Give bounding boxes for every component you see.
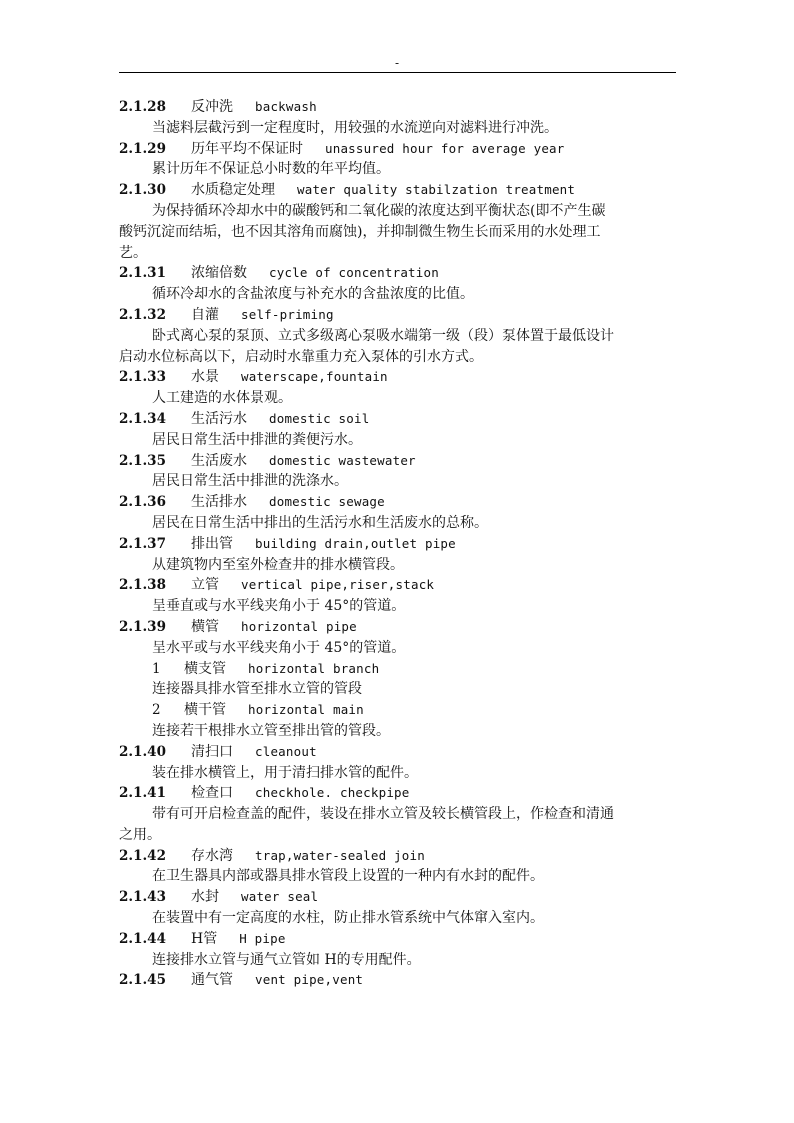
term-chinese: 生活排水 (191, 494, 247, 511)
term-number: 2.1.30 (119, 182, 166, 199)
document-body (119, 97, 679, 991)
term-chinese: 清扫口 (191, 743, 233, 760)
subterm-chinese: 横支管 (184, 660, 226, 677)
term-english: water seal (241, 889, 319, 905)
term-number: 2.1.45 (119, 972, 166, 989)
term-chinese: 排出管 (191, 535, 233, 552)
term-number: 2.1.29 (119, 140, 166, 157)
subterm-english: horizontal main (248, 702, 364, 718)
term-heading (119, 305, 679, 326)
subterm-number: 2 (152, 702, 161, 719)
term-english: domestic wastewater (269, 452, 416, 468)
term-english: domestic sewage (269, 494, 385, 510)
term-chinese: 通气管 (191, 972, 233, 989)
term-number: 2.1.35 (119, 452, 166, 469)
term-number: 2.1.28 (119, 99, 166, 115)
term-chinese: 水质稳定处理 (191, 182, 275, 199)
term-heading (119, 783, 679, 804)
term-number: 2.1.41 (119, 785, 166, 802)
subterm-definition: 连接器具排水管至排水立管的管段 (152, 681, 362, 698)
term-chinese: 横管 (191, 618, 219, 635)
term-english: cycle of concentration (269, 265, 439, 281)
term-heading (119, 929, 679, 950)
term-english: H pipe (239, 930, 286, 946)
term-definition: 在装置中有一定高度的水柱，防止排水管系统中气体窜入室内。 (152, 910, 544, 927)
term-number: 2.1.37 (119, 535, 166, 552)
term-number: 2.1.33 (119, 369, 166, 386)
term-definition: 居民日常生活中排泄的粪便污水。 (152, 431, 362, 448)
term-chinese: 立管 (191, 577, 219, 594)
term-definition: 累计历年不保证总小时数的年平均值。 (152, 161, 390, 178)
term-definition: 装在排水横管上，用于清扫排水管的配件。 (152, 764, 418, 781)
term-definition: 居民日常生活中排泄的洗涤水。 (152, 473, 348, 490)
term-definition: 居民在日常生活中排出的生活污水和生活废水的总称。 (152, 514, 488, 531)
term-definition: 之用。 (119, 826, 161, 843)
term-heading (119, 846, 679, 867)
subterm-heading (119, 659, 679, 680)
term-chinese: H管 (191, 930, 218, 947)
term-english: vent pipe,vent (255, 972, 364, 988)
term-definition: 卧式离心泵的泵顶、立式多级离心泵吸水端第一级（段）泵体置于最低设计 (152, 327, 614, 344)
term-number: 2.1.40 (119, 743, 166, 760)
term-chinese: 自灌 (191, 306, 219, 323)
term-chinese: 生活污水 (191, 410, 247, 427)
term-chinese: 历年平均不保证时 (191, 140, 303, 157)
term-number: 2.1.42 (119, 847, 166, 864)
term-definition: 呈垂直或与水平线夹角小于 45°的管道。 (152, 598, 406, 615)
term-number: 2.1.36 (119, 494, 166, 511)
term-definition: 带有可开启检查盖的配件，装设在排水立管及较长横管段上，作检查和清通 (152, 806, 614, 823)
term-definition: 呈水平或与水平线夹角小于 45°的管道。 (152, 639, 406, 656)
term-chinese: 存水湾 (191, 847, 233, 864)
term-number: 2.1.39 (119, 618, 166, 635)
term-heading (119, 617, 679, 638)
term-heading (119, 451, 679, 472)
term-english: building drain,outlet pipe (255, 535, 456, 551)
term-definition: 循环冷却水的含盐浓度与补充水的含盐浓度的比值。 (152, 286, 474, 303)
term-english: waterscape,fountain (241, 369, 388, 385)
page-header-mark: - (394, 56, 400, 70)
term-heading (119, 887, 679, 908)
term-number: 2.1.32 (119, 306, 166, 323)
term-english: water quality stabilzation treatment (297, 182, 576, 198)
term-number: 2.1.43 (119, 889, 166, 906)
term-chinese: 水封 (191, 889, 219, 906)
term-chinese: 生活废水 (191, 452, 247, 469)
term-chinese: 浓缩倍数 (191, 265, 247, 282)
term-english: cleanout (255, 743, 317, 759)
term-definition: 启动水位标高以下，启动时水靠重力充入泵体的引水方式。 (119, 348, 483, 365)
term-number: 2.1.34 (119, 410, 166, 427)
term-heading (119, 367, 679, 388)
term-definition: 人工建造的水体景观。 (152, 390, 292, 407)
term-english: unassured hour for average year (325, 140, 565, 156)
term-heading (119, 970, 679, 991)
term-heading (119, 180, 679, 201)
term-definition: 从建筑物内至室外检查井的排水横管段。 (152, 556, 404, 573)
term-heading (119, 97, 679, 118)
term-number: 2.1.44 (119, 930, 166, 947)
term-chinese: 检查口 (191, 785, 233, 802)
term-heading (119, 409, 679, 430)
term-chinese: 水景 (191, 369, 219, 386)
term-english: domestic soil (269, 410, 370, 426)
term-heading (119, 492, 679, 513)
term-number: 2.1.38 (119, 577, 166, 594)
subterm-chinese: 横干管 (184, 702, 226, 719)
subterm-number: 1 (152, 660, 161, 677)
subterm-heading (119, 700, 679, 721)
subterm-english: horizontal branch (248, 660, 380, 676)
term-definition: 在卫生器具内部或器具排水管段上设置的一种内有水封的配件。 (152, 868, 544, 885)
term-english: trap,water-sealed join (255, 847, 425, 863)
term-definition: 为保持循环冷却水中的碳酸钙和二氧化碳的浓度达到平衡状态(即不产生碳 (152, 202, 606, 219)
term-definition: 当滤料层截污到一定程度时，用较强的水流逆向对滤料进行冲洗。 (152, 119, 558, 136)
term-definition: 连接排水立管与通气立管如 H的专用配件。 (152, 951, 421, 968)
term-english: vertical pipe,riser,stack (241, 577, 435, 593)
term-heading (119, 534, 679, 555)
header-rule (119, 72, 676, 73)
term-english: backwash (255, 99, 317, 114)
term-english: checkhole. checkpipe (255, 785, 410, 801)
term-heading (119, 575, 679, 596)
term-number: 2.1.31 (119, 265, 166, 282)
term-definition: 艺。 (119, 244, 147, 261)
subterm-definition: 连接若干根排水立管至排出管的管段。 (152, 722, 390, 739)
term-chinese: 反冲洗 (191, 99, 233, 115)
term-english: horizontal pipe (241, 618, 357, 634)
term-heading (119, 263, 679, 284)
term-heading (119, 742, 679, 763)
term-english: self-priming (241, 306, 334, 322)
term-definition: 酸钙沉淀而结垢，也不因其溶角而腐蚀)，并抑制微生物生长而采用的水处理工 (119, 223, 601, 240)
term-heading (119, 139, 679, 160)
